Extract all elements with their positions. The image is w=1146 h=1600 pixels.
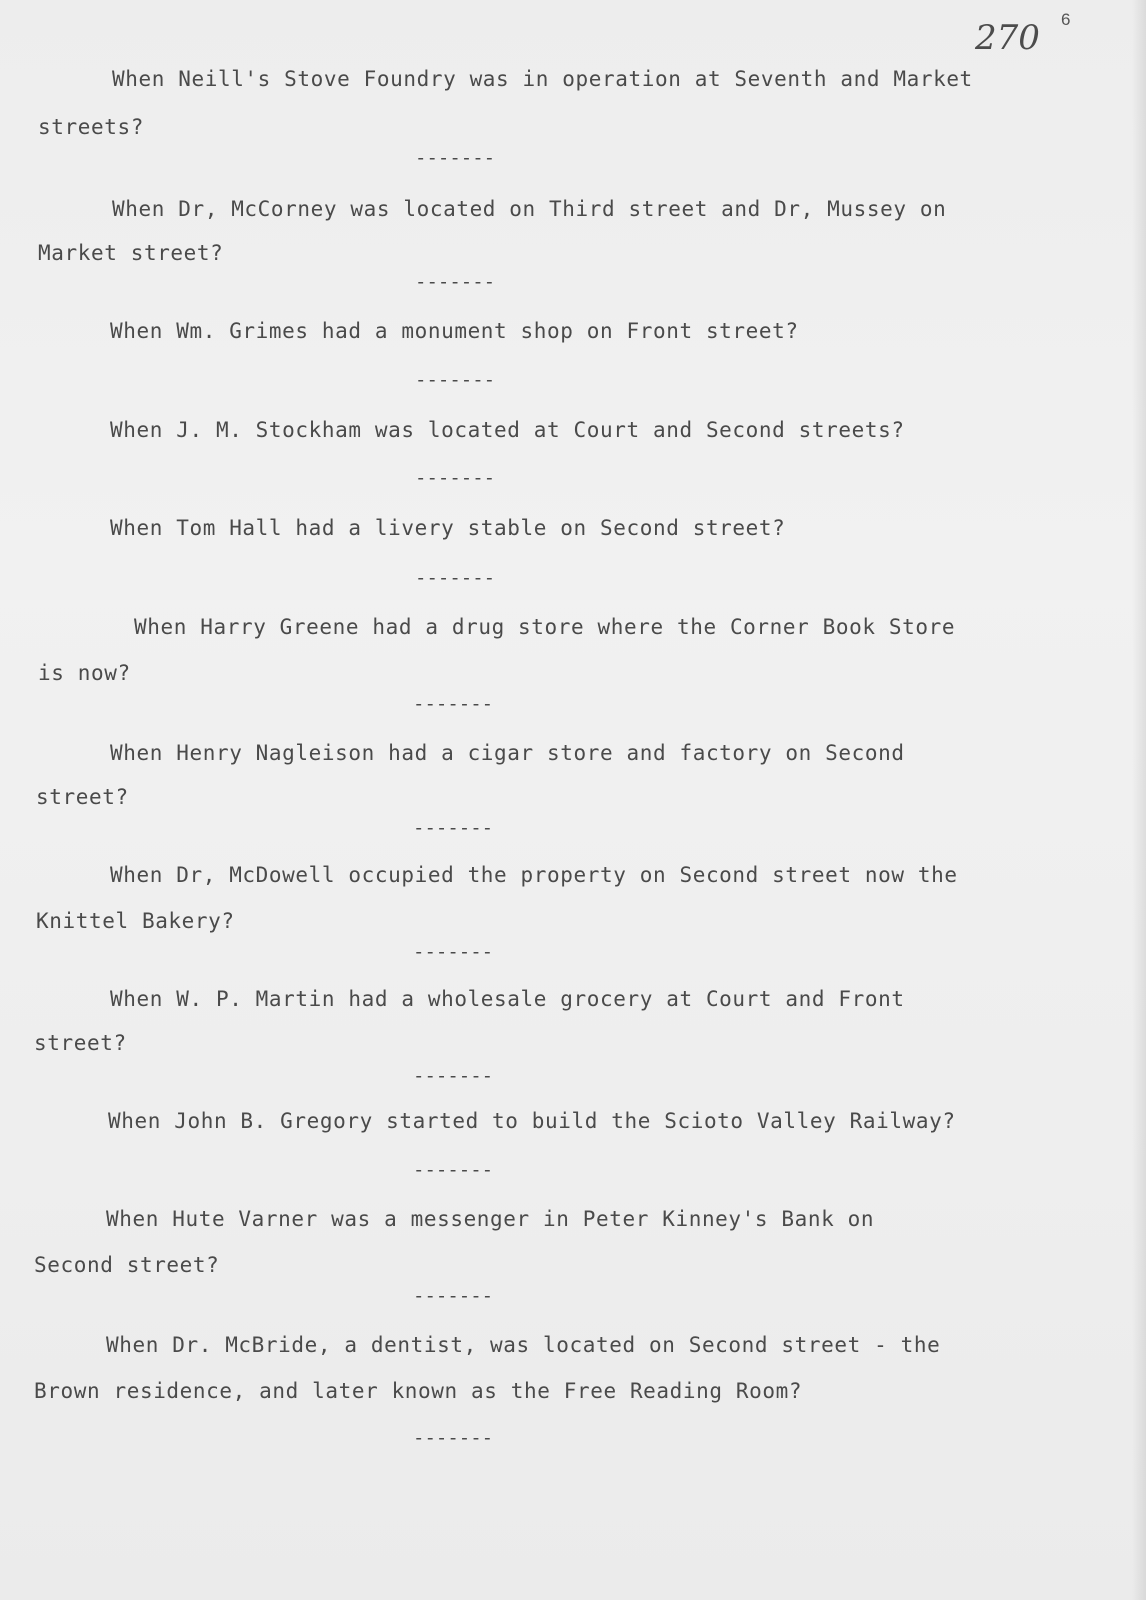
- entry-line-1: When Dr, McDowell occupied the property on Second street now the: [110, 863, 958, 887]
- separator: -------: [413, 1159, 494, 1181]
- separator: -------: [415, 369, 496, 391]
- page-number-superscript: 6: [1061, 10, 1071, 29]
- entry-line-1: When Dr. McBride, a dentist, was located on Second street - the: [106, 1333, 941, 1357]
- entry-line-1: When Neill's Stove Foundry was in operation at Seventh and Market: [112, 67, 973, 91]
- separator: -------: [415, 567, 496, 589]
- entry-line-1: When Dr, McCorney was located on Third street and Dr, Mussey on: [112, 197, 947, 221]
- entry-line-1: When Hute Varner was a messenger in Peter Kinney's Bank on: [106, 1207, 875, 1231]
- entry-line-2: Market street?: [38, 241, 224, 265]
- separator: -------: [415, 467, 496, 489]
- separator: -------: [413, 693, 494, 715]
- separator: -------: [415, 147, 496, 169]
- page-number-value: 270: [975, 18, 1040, 58]
- entry-line-1: When John B. Gregory started to build the Scioto Valley Railway?: [108, 1109, 956, 1133]
- separator: -------: [415, 271, 496, 293]
- separator: -------: [413, 817, 494, 839]
- entry-line-2: street?: [36, 785, 129, 809]
- entry-line-1: When Wm. Grimes had a monument shop on Front street?: [110, 319, 799, 343]
- entry-line-2: Second street?: [34, 1253, 220, 1277]
- entry-line-2: streets?: [38, 115, 144, 139]
- separator: -------: [413, 941, 494, 963]
- entry-line-1: When Tom Hall had a livery stable on Second street?: [110, 516, 786, 540]
- entry-line-2: Brown residence, and later known as the Free Reading Room?: [34, 1379, 803, 1403]
- separator: -------: [413, 1427, 494, 1449]
- entry-line-2: Knittel Bakery?: [36, 909, 235, 933]
- entry-line-1: When Harry Greene had a drug store where the Corner Book Store: [134, 615, 956, 639]
- separator: -------: [413, 1065, 494, 1087]
- entry-line-1: When Henry Nagleison had a cigar store and factory on Second: [110, 741, 905, 765]
- entry-line-1: When J. M. Stockham was located at Court and Second streets?: [110, 418, 905, 442]
- entry-line-2: is now?: [38, 661, 131, 685]
- separator: -------: [413, 1285, 494, 1307]
- entry-line-2: street?: [34, 1031, 127, 1055]
- entry-line-1: When W. P. Martin had a wholesale grocery at Court and Front: [110, 987, 905, 1011]
